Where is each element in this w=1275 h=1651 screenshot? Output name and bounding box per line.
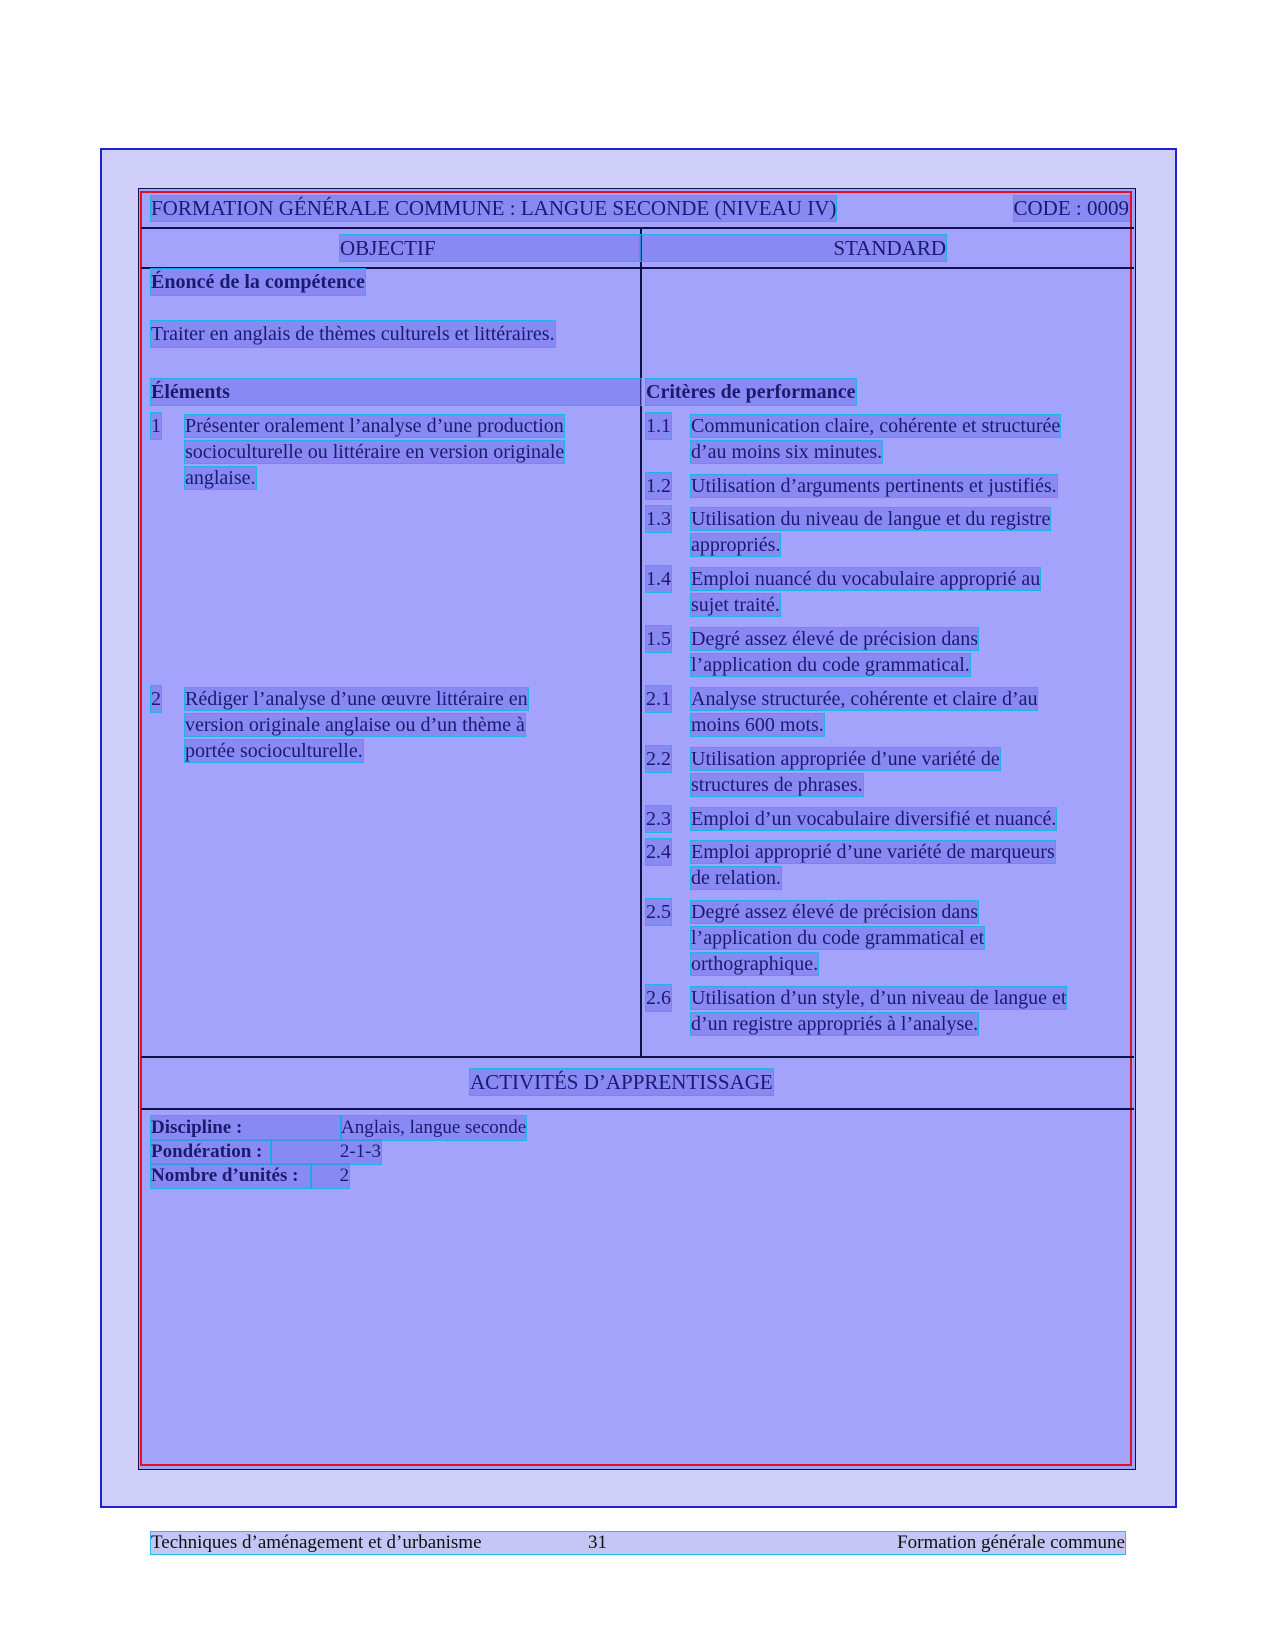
critere-item	[691, 839, 1055, 891]
critere-line: de relation.	[691, 867, 781, 889]
table-rule	[141, 1056, 1134, 1058]
enonce-text: Traiter en anglais de thèmes culturels et littéraires.	[151, 323, 555, 345]
critere-line: appropriés.	[691, 534, 781, 556]
course-title: FORMATION GÉNÉRALE COMMUNE : LANGUE SECONDE (NIVEAU IV)	[151, 196, 837, 220]
element-line: anglaise.	[185, 467, 256, 489]
critere-number: 1.3	[646, 508, 671, 530]
critere-line: Emploi nuancé du vocabulaire approprié au	[691, 568, 1041, 590]
critere-number: 2.5	[646, 901, 671, 923]
critere-number: 1.1	[646, 415, 671, 437]
unites-label: Nombre d’unités :	[151, 1164, 311, 1188]
table-header	[151, 196, 1129, 222]
critere-line: sujet traité.	[691, 594, 780, 616]
unites-value: 2	[311, 1164, 349, 1188]
critere-number: 2.4	[646, 841, 671, 863]
discipline-label: Discipline :	[151, 1116, 341, 1140]
element-number: 1	[151, 415, 161, 437]
ponderation-value: 2-1-3	[271, 1140, 381, 1164]
element-line: portée socioculturelle.	[185, 740, 363, 762]
critere-item	[691, 985, 1066, 1037]
critere-item	[691, 686, 1037, 738]
critere-line: Utilisation d’un style, d’un niveau de langue et	[691, 987, 1067, 1009]
page-footer	[151, 1532, 1125, 1554]
critere-number: 2.3	[646, 808, 671, 830]
critere-line: Utilisation du niveau de langue et du registre	[691, 508, 1051, 530]
critere-line: Analyse structurée, cohérente et claire d’au	[691, 688, 1038, 710]
critere-line: d’un registre appropriés à l’analyse.	[691, 1013, 979, 1035]
critere-item	[691, 506, 1050, 558]
critere-number: 2.1	[646, 688, 671, 710]
element-line: socioculturelle ou littéraire en version originale	[185, 441, 565, 463]
critere-number: 1.5	[646, 628, 671, 650]
element-item	[185, 686, 528, 764]
critere-line: Degré assez élevé de précision dans	[691, 628, 979, 650]
critere-item	[691, 806, 1056, 832]
column-divider	[640, 227, 642, 1056]
critere-line: Utilisation appropriée d’une variété de	[691, 748, 1000, 770]
footer-program: Techniques d’aménagement et d’urbanisme	[151, 1532, 482, 1553]
element-item	[185, 413, 564, 491]
critere-item	[691, 566, 1040, 618]
critere-item	[691, 626, 978, 678]
column-standard: STANDARD	[640, 235, 946, 261]
footer-page-number: 31	[588, 1532, 607, 1553]
footer-section: Formation générale commune	[897, 1532, 1125, 1553]
discipline-value: Anglais, langue seconde	[341, 1117, 527, 1138]
critere-line: orthographique.	[691, 953, 819, 975]
critere-line: structures de phrases.	[691, 774, 863, 796]
critere-number: 2.6	[646, 987, 671, 1009]
element-line: Présenter oralement l’analyse d’une production	[185, 415, 564, 437]
criteres-label: Critères de performance	[646, 381, 856, 403]
critere-item	[691, 473, 1057, 499]
critere-line: Emploi d’un vocabulaire diversifié et nuancé.	[691, 808, 1057, 830]
course-code: CODE : 0009	[1013, 196, 1129, 220]
element-line: Rédiger l’analyse d’une œuvre littéraire en	[185, 688, 528, 710]
critere-line: l’application du code grammatical.	[691, 654, 970, 676]
enonce-label: Énoncé de la compétence	[151, 271, 365, 293]
element-number: 2	[151, 688, 161, 710]
critere-line: l’application du code grammatical et	[691, 927, 985, 949]
critere-number: 1.4	[646, 568, 671, 590]
table-rule	[141, 1108, 1134, 1110]
element-line: version originale anglaise ou d’un thème à	[185, 714, 525, 736]
critere-item	[691, 899, 984, 977]
critere-line: Utilisation d’arguments pertinents et justifiés.	[691, 475, 1057, 497]
critere-line: d’au moins six minutes.	[691, 441, 883, 463]
elements-label: Éléments	[151, 379, 641, 405]
critere-line: Communication claire, cohérente et structurée	[691, 415, 1061, 437]
critere-line: Emploi approprié d’une variété de marqueurs	[691, 841, 1055, 863]
critere-number: 1.2	[646, 475, 671, 497]
critere-line: moins 600 mots.	[691, 714, 824, 736]
critere-item	[691, 746, 1000, 798]
table-rule	[141, 227, 1134, 229]
critere-number: 2.2	[646, 748, 671, 770]
column-objectif: OBJECTIF	[340, 235, 640, 261]
activites-title: ACTIVITÉS D’APPRENTISSAGE	[470, 1070, 773, 1094]
critere-item	[691, 413, 1060, 465]
ponderation-label: Pondération :	[151, 1140, 271, 1164]
critere-line: Degré assez élevé de précision dans	[691, 901, 979, 923]
